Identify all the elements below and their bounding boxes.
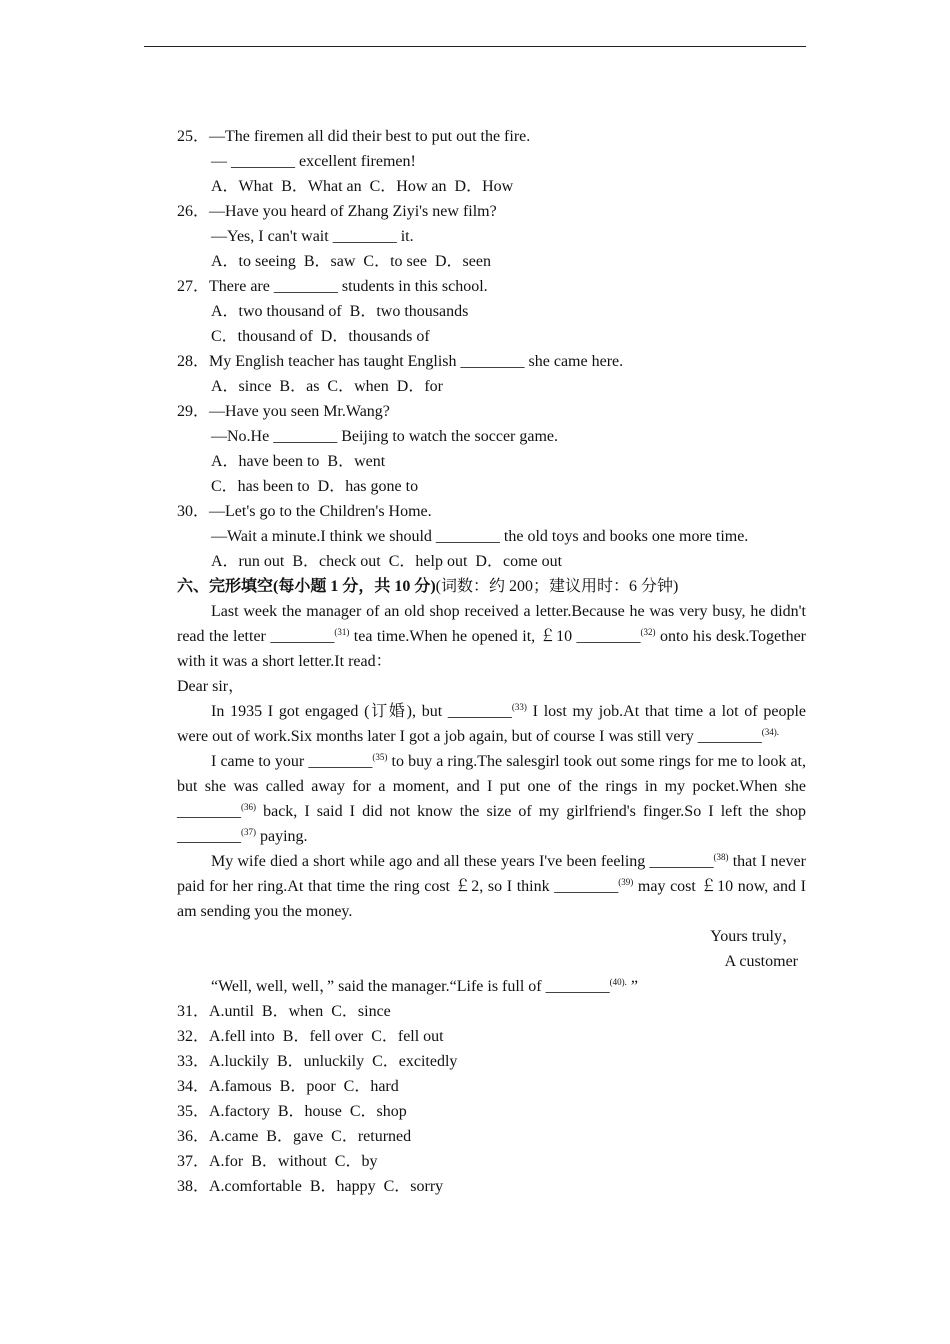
question-28: 28．My English teacher has taught English ________ she came here. bbox=[177, 353, 624, 370]
cloze-question-38: 38．A.comfortable B．happy C．sorry bbox=[177, 1178, 444, 1195]
passage-paragraph-3: I came to your ________$^{(35)}$ to buy a ring.The salesgirl took out some rings for me to look at, but she was called away for a moment, and I put one of the rings in my pocket.When she ________$^{(36)}$ back, I said I did not know the size of my girlfriend's finger.So I left the shop ________$^{(37)}$ paying. bbox=[177, 752, 806, 845]
cloze-question-35: 35．A.factory B．house C．shop bbox=[177, 1103, 407, 1120]
question-options: C．has been to D．has gone to bbox=[211, 478, 419, 495]
letter-salutation: Dear sir， bbox=[177, 678, 245, 695]
question-line: —Wait a minute.I think we should ________ the old toys and books one more time. bbox=[211, 528, 749, 545]
question-26: 26．—Have you heard of Zhang Ziyi's new film? bbox=[177, 203, 497, 220]
question-options: A．since B．as C．when D．for bbox=[211, 378, 443, 395]
header-rule bbox=[144, 46, 806, 47]
cloze-question-32: 32．A.fell into B．fell over C．fell out bbox=[177, 1028, 444, 1045]
question-options: A．have been to B．went bbox=[211, 453, 386, 470]
question-line: —Yes, I can't wait ________ it. bbox=[211, 228, 414, 245]
question-options: A．to seeing B．saw C．to see D．seen bbox=[211, 253, 491, 270]
question-options: A．two thousand of B．two thousands bbox=[211, 303, 469, 320]
passage-paragraph-2: In 1935 I got engaged (订婚), but ________$^{(33)}$ I lost my job.At that time a lot of people were out of work.Six months later I got a job again, but of course I was still very ________$^{(34).}$ bbox=[177, 702, 807, 745]
letter-closing: Yours truly， bbox=[710, 928, 798, 945]
passage-paragraph-5: “Well, well, well，” said the manager.“Life is full of ________$^{(40).}$ ” bbox=[211, 977, 638, 995]
question-options: A．What B．What an C．How an D．How bbox=[211, 178, 514, 195]
cloze-question-33: 33．A.luckily B．unluckily C．excitedly bbox=[177, 1053, 458, 1070]
passage-paragraph-4: My wife died a short while ago and all these years I've been feeling ________$^{(38)}$ that I never paid for her ring.At that time the ring cost ￡2, so I think ________$^{(39)}$ may cost ￡10 now, and I am sending you the money. bbox=[177, 852, 806, 920]
letter-signature: A customer bbox=[724, 953, 798, 970]
cloze-question-37: 37．A.for B．without C．by bbox=[177, 1153, 378, 1170]
question-line: — ________ excellent firemen! bbox=[211, 153, 416, 170]
cloze-question-36: 36．A.came B．gave C．returned bbox=[177, 1128, 412, 1145]
exam-content bbox=[177, 124, 806, 1199]
cloze-question-34: 34．A.famous B．poor C．hard bbox=[177, 1078, 399, 1095]
section-heading: 六、完形填空(每小题 1 分，共 10 分)(词数：约 200；建议用时：6 分钟) bbox=[177, 578, 679, 595]
question-options: A．run out B．check out C．help out D．come out bbox=[211, 553, 563, 570]
question-27: 27．There are ________ students in this school. bbox=[177, 278, 488, 295]
question-30: 30．—Let's go to the Children's Home. bbox=[177, 503, 432, 520]
cloze-question-31: 31．A.until B．when C．since bbox=[177, 1003, 391, 1020]
question-line: —No.He ________ Beijing to watch the soccer game. bbox=[211, 428, 559, 445]
question-options: C．thousand of D．thousands of bbox=[211, 328, 430, 345]
question-29: 29．—Have you seen Mr.Wang? bbox=[177, 403, 390, 420]
passage-paragraph-1: Last week the manager of an old shop received a letter.Because he was very busy, he didn't read the letter ________$^{(31)}$ tea time.When he opened it, ￡10 ________$^{(32)}$ onto his desk.Together with it was a short letter.It read： bbox=[177, 603, 806, 670]
question-25: 25．—The firemen all did their best to put out the fire. bbox=[177, 128, 531, 145]
